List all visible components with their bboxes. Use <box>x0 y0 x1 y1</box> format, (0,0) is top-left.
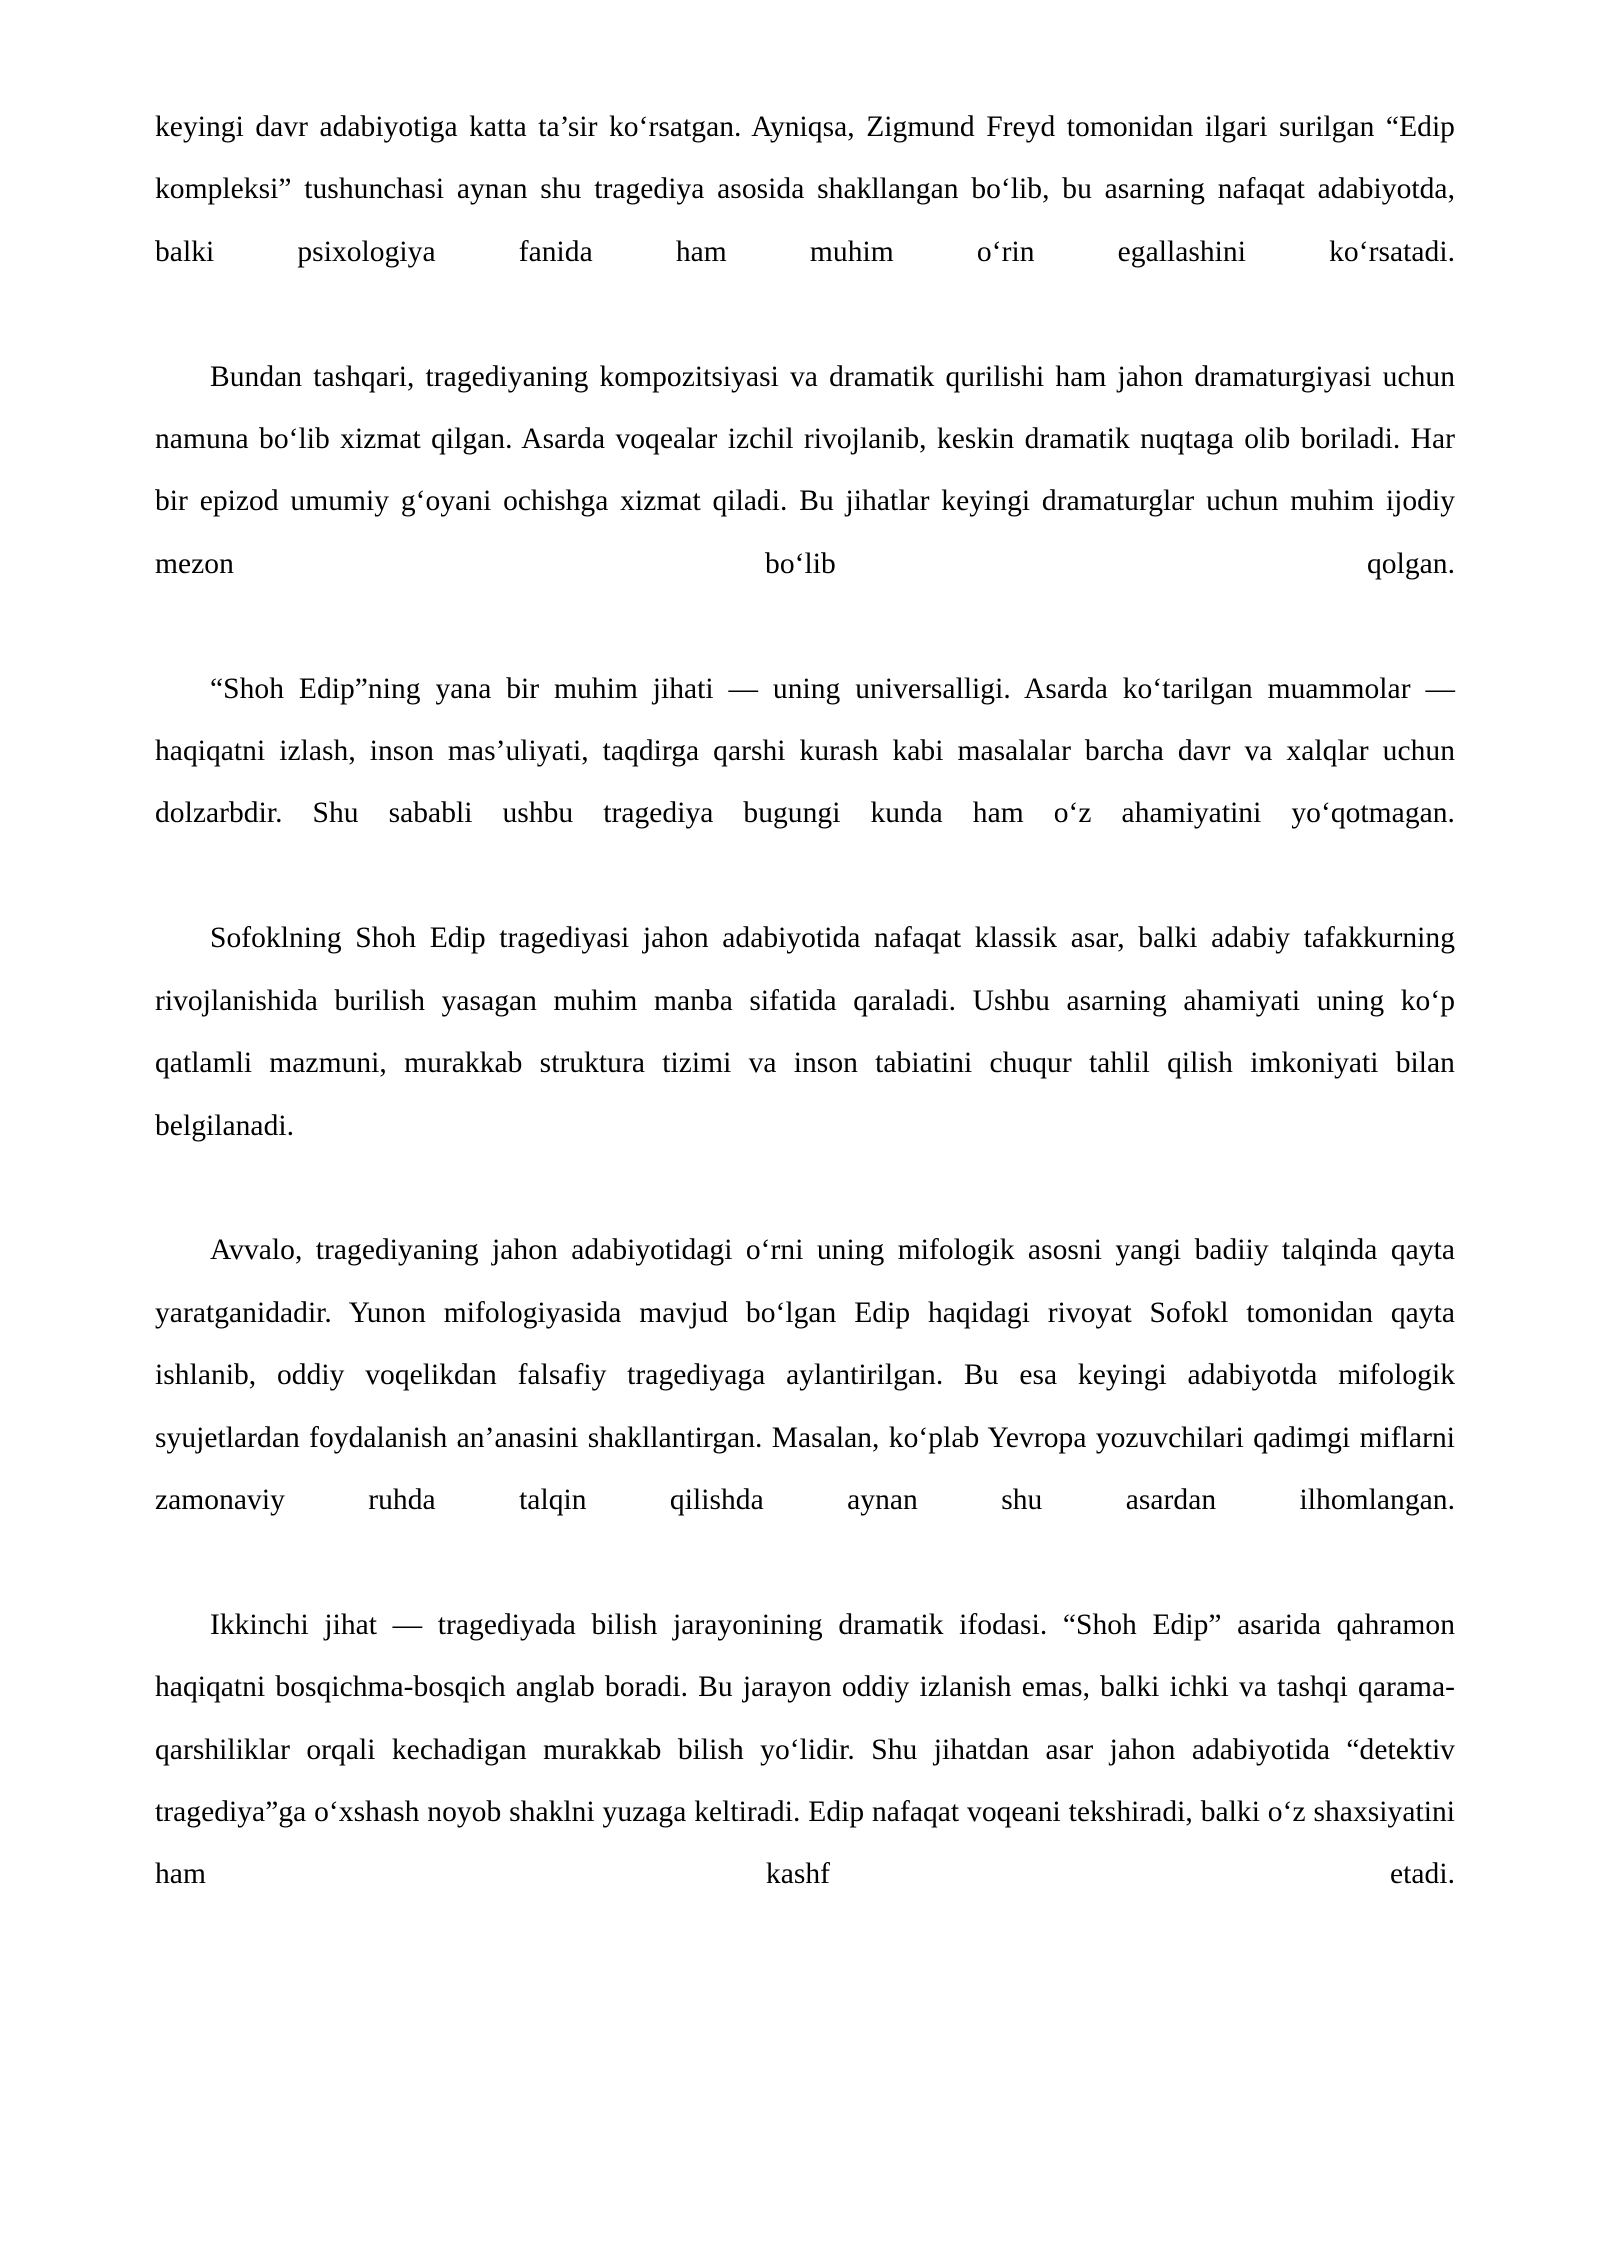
paragraph-3: “Shoh Edip”ning yana bir muhim jihati — uning universalligi. Asarda ko‘tarilgan muammolar — haqiqatni izlash, inson mas’uliyati, taqdirga qarshi kurash kabi masalalar barcha davr va xalqlar uchun dolzarbdir. Shu sababli ushbu tragediya bugungi kunda ham o‘z ahamiyatini yo‘qotmagan. <box>155 672 1455 830</box>
paragraph-4: Sofoklning Shoh Edip tragediyasi jahon adabiyotida nafaqat klassik asar, balki adabiy tafakkurning rivojlanishida burilish yasagan muhim manba sifatida qaraladi. Ushbu asarning ahamiyati uning ko‘p qatlamli mazmuni, murakkab struktura tizimi va inson tabiatini chuqur tahlil qilish imkoniyati bilan belgilanadi. <box>155 922 1455 1142</box>
paragraph-2: Bundan tashqari, tragediyaning kompozitsiyasi va dramatik qurilishi ham jahon dramaturgiyasi uchun namuna bo‘lib xizmat qilgan. Asarda voqealar izchil rivojlanib, keskin dramatik nuqtaga olib boriladi. Har bir epizod umumiy g‘oyani ochishga xizmat qiladi. Bu jihatlar keyingi dramaturglar uchun muhim ijodiy mezon bo‘lib qolgan. <box>155 360 1455 580</box>
paragraph-5: Avvalo, tragediyaning jahon adabiyotidagi o‘rni uning mifologik asosni yangi badiiy talqinda qayta yaratganidadir. Yunon mifologiyasida mavjud bo‘lgan Edip haqidagi rivoyat Sofokl tomonidan qayta ishlanib, oddiy voqelikdan falsafiy tragediyaga aylantirilgan. Bu esa keyingi adabiyotda mifologik syujetlardan foydalanish an’anasini shakllantirgan. Masalan, ko‘plab Yevropa yozuvchilari qadimgi miflarni zamonaviy ruhda talqin qilishda aynan shu asardan ilhomlangan. <box>155 1234 1455 1516</box>
paragraph-1: keyingi davr adabiyotiga katta ta’sir ko‘rsatgan. Ayniqsa, Zigmund Freyd tomonidan ilgari surilgan “Edip kompleksi” tushunchasi aynan shu tragediya asosida shakllangan bo‘lib, bu asarning nafaqat adabiyotda, balki psixologiya fanida ham muhim o‘rin egallashini ko‘rsatadi. <box>155 111 1455 268</box>
body-text-column <box>155 96 1455 1968</box>
paragraph-6: Ikkinchi jihat — tragediyada bilish jarayonining dramatik ifodasi. “Shoh Edip” asarida qahramon haqiqatni bosqichma-bosqich anglab boradi. Bu jarayon oddiy izlanish emas, balki ichki va tashqi qarama-qarshiliklar orqali kechadigan murakkab bilish yo‘lidir. Shu jihatdan asar jahon adabiyotida “detektiv tragediya”ga o‘xshash noyob shaklni yuzaga keltiradi. Edip nafaqat voqeani tekshiradi, balki o‘z shaxsiyatini ham kashf etadi. <box>155 1608 1455 1891</box>
